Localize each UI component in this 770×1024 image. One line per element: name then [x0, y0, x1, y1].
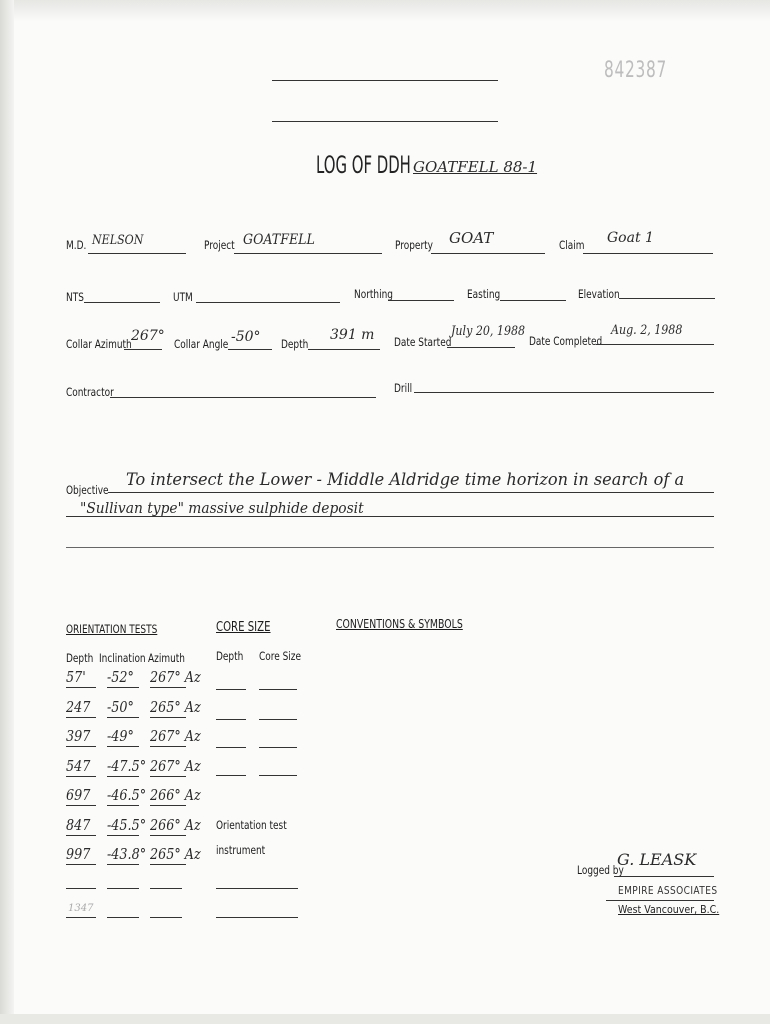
nts-label: NTS — [66, 290, 84, 304]
core-size-line — [259, 719, 297, 720]
core-size-line — [216, 719, 246, 720]
orientation-col-inclination: Inclination — [99, 651, 146, 665]
elevation-label: Elevation — [578, 287, 620, 301]
project-value: GOATFELL — [243, 232, 315, 248]
drill-label: Drill — [394, 381, 413, 395]
objective-line-1: To intersect the Lower - Middle Aldridge time horizon in search of a — [126, 470, 685, 490]
utm-line — [196, 302, 340, 303]
orientation-cell-line — [66, 805, 96, 806]
md-value: NELSON — [92, 233, 144, 248]
contractor-line — [110, 397, 376, 398]
core-size-col-core-size: Core Size — [259, 649, 302, 663]
orientation-cell-line — [107, 717, 139, 718]
collar-azimuth-line — [124, 349, 162, 350]
orientation-cell-line — [150, 746, 186, 747]
orientation-cell-line — [150, 776, 186, 777]
company-stamp-line-1: EMPIRE ASSOCIATES — [618, 884, 718, 897]
core-size-line — [216, 689, 246, 690]
northing-label: Northing — [354, 287, 393, 301]
orientation-inclination-cell: -52° — [107, 668, 134, 686]
collar-angle-line — [228, 349, 272, 350]
claim-label: Claim — [559, 238, 585, 252]
orientation-azimuth-cell: 265° Az — [150, 698, 201, 716]
drill-line — [414, 392, 714, 393]
orientation-cell-line — [107, 746, 139, 747]
hole-name: GOATFELL 88-1 — [413, 158, 538, 176]
depth-label: Depth — [281, 337, 309, 351]
orientation-extra-depth: 1347 — [68, 903, 94, 914]
core-size-line — [259, 747, 297, 748]
core-size-col-depth: Depth — [216, 649, 244, 663]
orientation-depth-cell: 547 — [66, 757, 91, 775]
collar-azimuth-value: 267° — [131, 328, 165, 344]
orientation-azimuth-cell: 266° Az — [150, 786, 201, 804]
date-started-label: Date Started — [394, 335, 452, 349]
logged-by-label: Logged by — [577, 863, 624, 877]
objective-rule-1 — [108, 492, 714, 493]
company-stamp-line-2: West Vancouver, B.C. — [618, 903, 720, 916]
orientation-blank-line — [66, 888, 96, 889]
md-label: M.D. — [66, 238, 87, 252]
core-size-line — [259, 689, 297, 690]
instrument-line — [216, 888, 298, 889]
objective-label: Objective — [66, 483, 109, 497]
project-label: Project — [204, 238, 235, 252]
orientation-cell-line — [66, 687, 96, 688]
property-value: GOAT — [449, 229, 494, 247]
orientation-cell-line — [66, 776, 96, 777]
orientation-col-depth: Depth — [66, 651, 94, 665]
orientation-inclination-cell: -50° — [107, 698, 134, 716]
orientation-cell-line — [66, 864, 96, 865]
orientation-blank-line — [66, 917, 96, 918]
collar-angle-value: -50° — [231, 329, 261, 345]
elevation-line — [619, 298, 715, 299]
instrument-label-1: Orientation test — [216, 818, 287, 832]
property-label: Property — [395, 238, 433, 252]
orientation-depth-cell: 997 — [66, 845, 91, 863]
orientation-cell-line — [150, 687, 186, 688]
header-line-2 — [272, 121, 498, 122]
orientation-cell-line — [107, 835, 139, 836]
claim-value: Goat 1 — [607, 230, 654, 246]
company-stamp-rule — [606, 900, 714, 901]
orientation-cell-line — [150, 835, 186, 836]
easting-line — [500, 300, 566, 301]
orientation-azimuth-cell: 267° Az — [150, 668, 201, 686]
orientation-azimuth-cell: 267° Az — [150, 727, 201, 745]
scan-top-edge — [0, 0, 770, 22]
orientation-cell-line — [66, 746, 96, 747]
objective-rule-3 — [66, 547, 714, 548]
orientation-azimuth-cell: 265° Az — [150, 845, 201, 863]
utm-label: UTM — [173, 290, 193, 304]
conventions-heading: CONVENTIONS & SYMBOLS — [336, 617, 463, 631]
orientation-depth-cell: 697 — [66, 786, 91, 804]
orientation-cell-line — [107, 687, 139, 688]
objective-rule-2 — [66, 516, 714, 517]
orientation-inclination-cell: -46.5° — [107, 786, 147, 804]
header-line-1 — [272, 80, 498, 81]
orientation-azimuth-cell: 267° Az — [150, 757, 201, 775]
orientation-depth-cell: 397 — [66, 727, 91, 745]
orientation-depth-cell: 847 — [66, 816, 91, 834]
orientation-azimuth-cell: 266° Az — [150, 816, 201, 834]
page-title: LOG OF DDH — [316, 151, 411, 179]
orientation-depth-cell: 247 — [66, 698, 91, 716]
depth-value: 391 m — [330, 327, 375, 343]
orientation-inclination-cell: -47.5° — [107, 757, 147, 775]
date-completed-label: Date Completed — [529, 334, 603, 348]
date-started-line — [447, 347, 515, 348]
logged-by-signature: G. LEASK — [617, 850, 697, 869]
instrument-line — [216, 917, 298, 918]
scan-bottom-edge — [0, 1014, 770, 1024]
orientation-blank-line — [150, 888, 182, 889]
claim-line — [583, 253, 713, 254]
depth-line — [308, 349, 380, 350]
core-size-line — [216, 775, 246, 776]
easting-label: Easting — [467, 287, 501, 301]
logged-by-line — [614, 876, 714, 877]
date-completed-value: Aug. 2, 1988 — [611, 323, 683, 338]
orientation-cell-line — [150, 805, 186, 806]
northing-line — [388, 300, 454, 301]
orientation-cell-line — [107, 805, 139, 806]
date-completed-line — [596, 344, 714, 345]
contractor-label: Contractor — [66, 385, 114, 399]
orientation-cell-line — [66, 717, 96, 718]
instrument-label-2: instrument — [216, 843, 266, 857]
orientation-cell-line — [150, 717, 186, 718]
core-size-line — [259, 775, 297, 776]
objective-line-2: "Sullivan type" massive sulphide deposit — [80, 499, 364, 517]
orientation-cell-line — [150, 864, 186, 865]
orientation-tests-heading: ORIENTATION TESTS — [66, 622, 158, 636]
orientation-inclination-cell: -49° — [107, 727, 134, 745]
core-size-heading: CORE SIZE — [216, 620, 271, 635]
orientation-cell-line — [66, 835, 96, 836]
core-size-line — [216, 747, 246, 748]
orientation-col-azimuth: Azimuth — [148, 651, 185, 665]
orientation-blank-line — [150, 917, 182, 918]
nts-line — [84, 302, 160, 303]
project-line — [234, 253, 382, 254]
orientation-blank-line — [107, 888, 139, 889]
orientation-depth-cell: 57' — [66, 668, 86, 686]
orientation-inclination-cell: -45.5° — [107, 816, 147, 834]
orientation-cell-line — [107, 776, 139, 777]
orientation-blank-line — [107, 917, 139, 918]
md-line — [88, 253, 186, 254]
collar-angle-label: Collar Angle — [174, 337, 229, 351]
property-line — [431, 253, 545, 254]
collar-azimuth-label: Collar Azimuth — [66, 337, 132, 351]
orientation-inclination-cell: -43.8° — [107, 845, 147, 863]
scan-left-edge — [0, 0, 14, 1024]
date-started-value: July 20, 1988 — [451, 324, 526, 339]
orientation-cell-line — [107, 864, 139, 865]
document-number-stamp: 842387 — [604, 58, 667, 83]
